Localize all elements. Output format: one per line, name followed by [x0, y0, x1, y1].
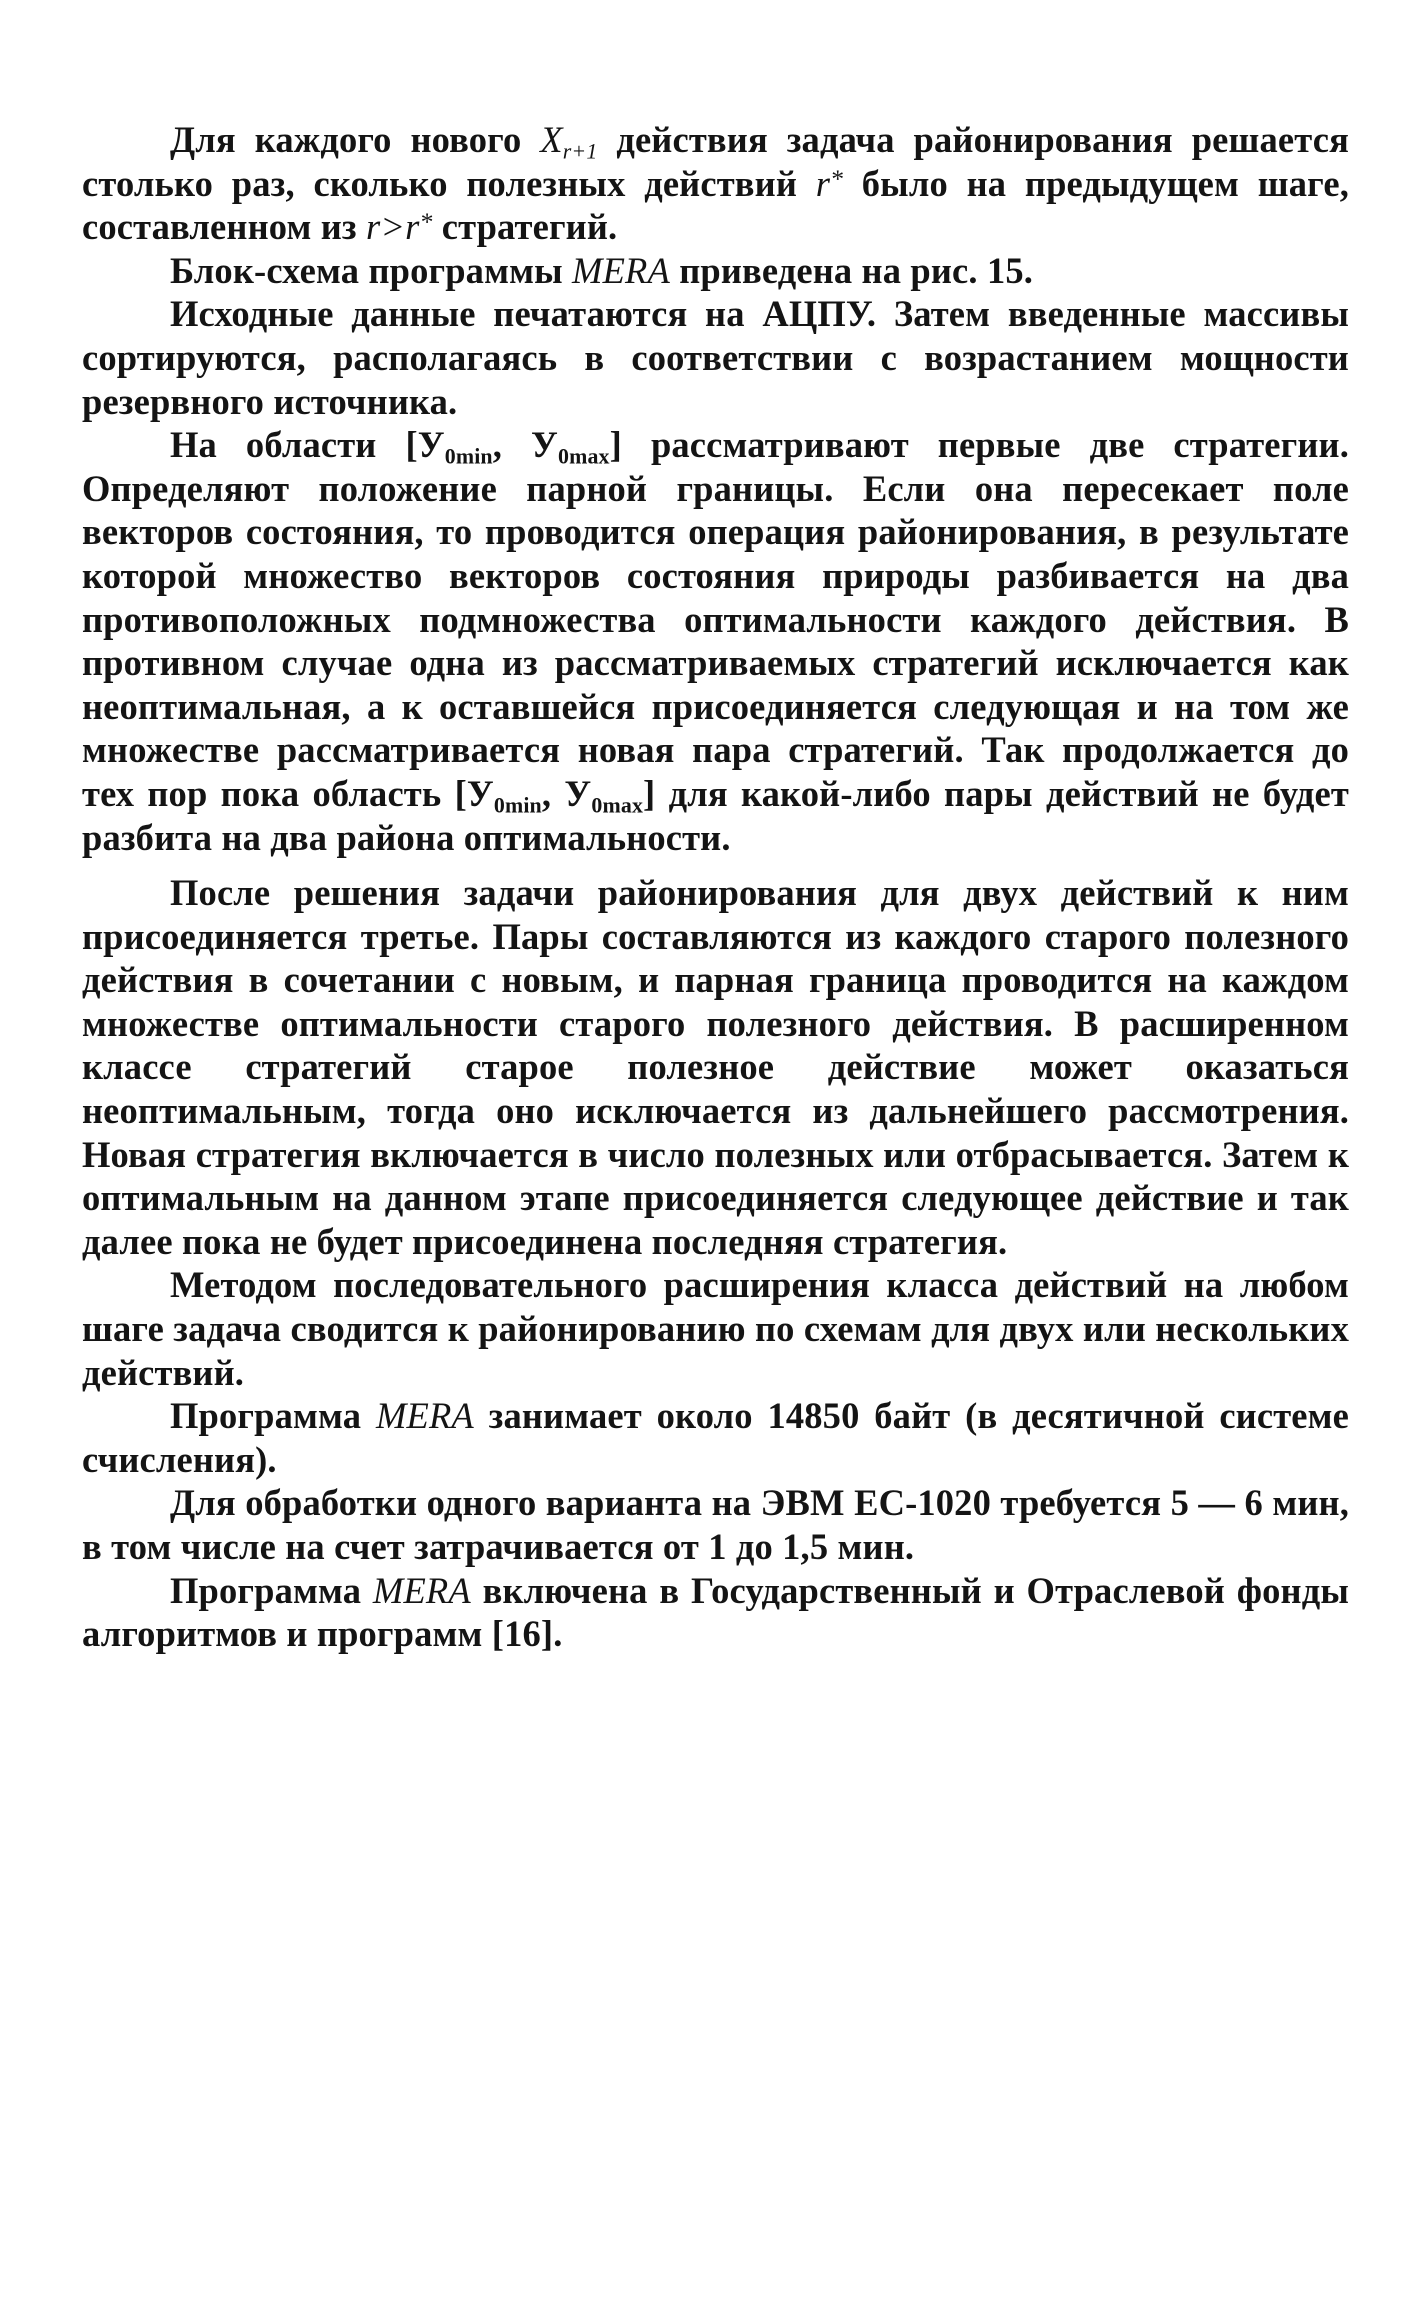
paragraph-5 — [82, 871, 1349, 1263]
text-run: Программа — [170, 1395, 376, 1437]
text-run: Программа — [170, 1569, 373, 1611]
paragraph-2 — [82, 249, 1349, 293]
text-run: ] для какой-либо пары действий не будет разбита на два района оптимальности. — [82, 772, 1349, 858]
paragraph-7 — [82, 1394, 1349, 1481]
text-run: действия задача районирования решается столько раз, сколько полезных действий — [82, 119, 1349, 204]
math-subscript: 0max — [557, 443, 610, 469]
program-name: MERA — [375, 1395, 474, 1437]
text-run: было на предыдущем шаге, составленном из — [82, 162, 1349, 248]
math-subscript: r+1 — [562, 138, 598, 164]
text-run: ] рассматривают первые две стратегии. Определяют положение парной границы. Если она пересекает поле векторов состояния, то проводится операция районирования, в результате которой множество векторов состояния природы разбивается на два противоположных подмножества оптимальности каждого действия. В противном случае одна из рассматриваемых стратегий исключается как неоптимальная, а к оставшейся присоединяется следующая и на том же множестве рассматривается новая пара стратегий. Так продолжается до тех пор пока область [У — [82, 424, 1350, 814]
math-subscript: 0min — [444, 443, 493, 469]
math-superscript: * — [830, 163, 844, 193]
text-run: занимает около 14850 байт (в десятичной системе счисления). — [82, 1395, 1350, 1480]
text-run: После решения задачи районирования для двух действий к ним присоединяется третье. Пары составляются из каждого старого полезного действия в сочетании с новым, и парная граница проводится на каждом множестве оптимальности старого полезного действия. В расширенном классе стратегий старое полезное действие может оказаться неоптимальным, тогда оно исключается из дальнейшего рассмотрения. Новая стратегия включается в число полезных или отбрасывается. Затем к оптимальным на данном этапе присоединяется следующее действие и так далее пока не будет присоединена последняя стратегия. — [82, 872, 1349, 1262]
text-run: Для каждого нового — [170, 119, 541, 160]
text-run: Для обработки одного варианта на ЭВМ ЕС-1020 требуется 5 — 6 мин, в том числе на счет затрачивается от 1 до 1,5 мин. — [82, 1482, 1349, 1567]
math-subscript: 0max — [591, 792, 644, 818]
text-run: , У — [492, 424, 558, 466]
text-run: включена в Государственный и Отраслевой фонды алгоритмов и программ [16]. — [82, 1569, 1349, 1655]
paragraph-4 — [82, 423, 1349, 859]
text-body — [82, 118, 1349, 1656]
math-subscript: 0min — [493, 792, 542, 818]
program-name: MERA — [572, 249, 670, 291]
text-run: Методом последовательного расширения класса действий на любом шаге задача сводится к районированию по схемам для двух или нескольких действий. — [82, 1264, 1349, 1393]
math-inequality: r>r — [366, 206, 420, 248]
text-run: , У — [541, 772, 592, 814]
math-var-x: X — [540, 119, 563, 160]
paragraph-3 — [82, 292, 1349, 423]
text-run: приведена на рис. 15. — [669, 249, 1034, 291]
text-run: Исходные данные печатаются на АЦПУ. Затем введенные массивы сортируются, располагаясь в соответствии с возрастанием мощности резервного источника. — [82, 293, 1349, 422]
text-run: Блок-схема программы — [170, 249, 573, 291]
math-superscript: * — [419, 207, 433, 237]
paragraph-1 — [82, 118, 1349, 249]
paragraph-9 — [82, 1569, 1349, 1656]
text-run: стратегий. — [432, 206, 618, 248]
program-name: MERA — [372, 1569, 471, 1611]
paragraph-8 — [82, 1481, 1349, 1568]
paragraph-6 — [82, 1263, 1349, 1394]
text-run: На области [У — [170, 424, 445, 466]
math-var-r: r — [815, 162, 831, 204]
